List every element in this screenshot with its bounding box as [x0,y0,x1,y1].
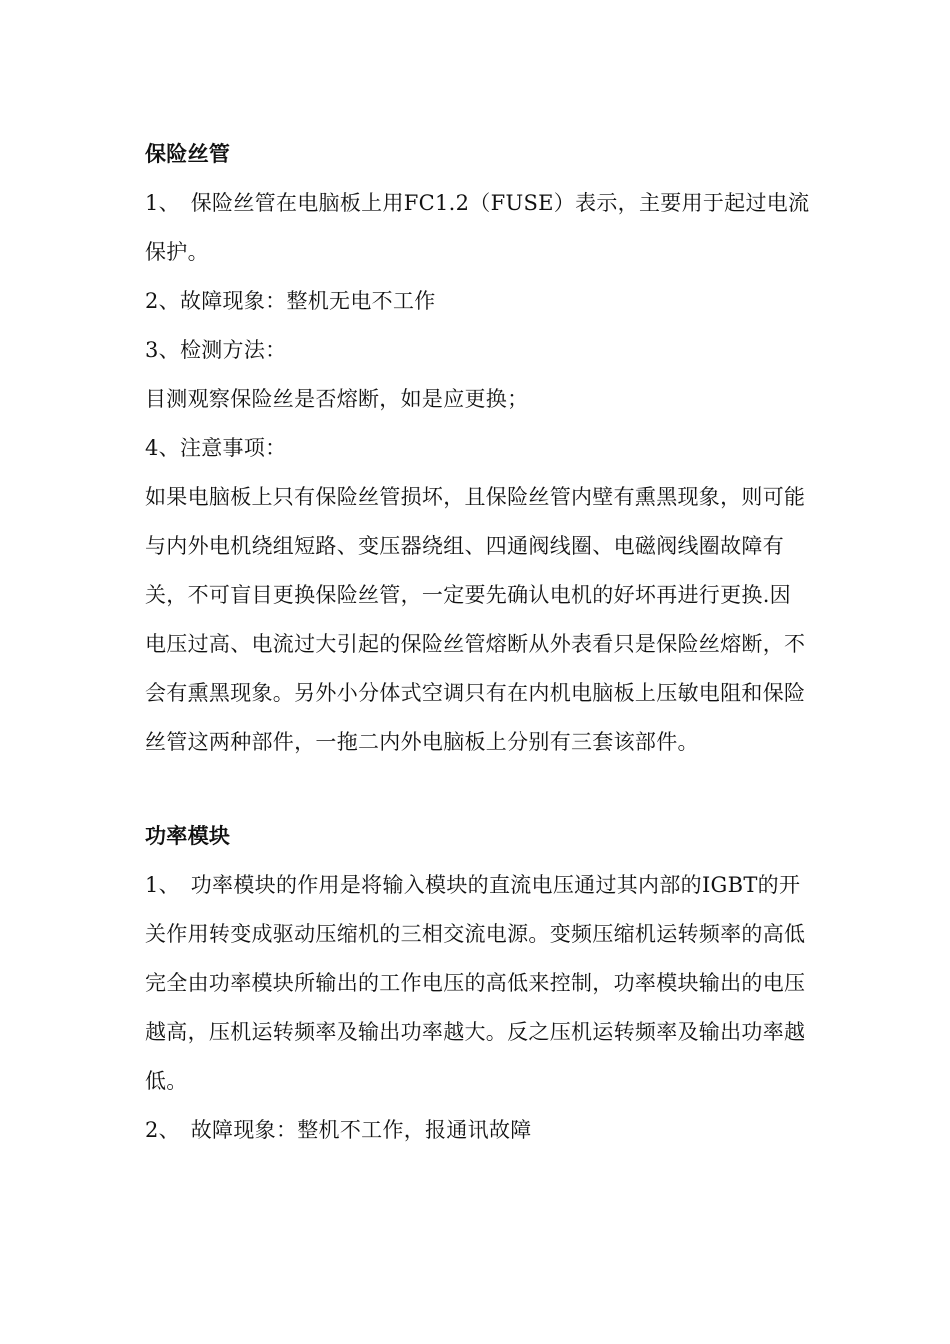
fuse-paragraph-3: 3、检测方法： [145,338,287,362]
section-spacer [145,767,810,812]
fuse-paragraph-4: 目测观察保险丝是否熔断，如是应更换； [145,387,529,411]
document-body [145,130,810,1155]
section-title-fuse: 保险丝管 [145,142,231,166]
power-module-paragraph-1: 1、 功率模块的作用是将输入模块的直流电压通过其内部的IGBT的开关作用转变成驱动压缩机的三相交流电源。变频压缩机运转频率的高低完全由功率模块所输出的工作电压的高低来控制，功率模块输出的电压越高，压机运转频率及输出功率越大。反之压机运转频率及输出功率越低。 [145,873,806,1093]
power-module-paragraph-2: 2、 故障现象：整机不工作，报通讯故障 [145,1118,532,1142]
fuse-paragraph-6: 如果电脑板上只有保险丝管损坏，且保险丝管内壁有熏黑现象，则可能与内外电机绕组短路、变压器绕组、四通阀线圈、电磁阀线圈故障有关，不可盲目更换保险丝管，一定要先确认电机的好坏再进行更换.因电压过高、电流过大引起的保险丝管熔断从外表看只是保险丝熔断，不会有熏黑现象。另外小分体式空调只有在内机电脑板上压敏电阻和保险丝管这两种部件，一拖二内外电脑板上分别有三套该部件。 [145,485,806,754]
section-title-power-module: 功率模块 [145,824,231,848]
fuse-paragraph-1: 1、 保险丝管在电脑板上用FC1.2（FUSE）表示，主要用于起过电流保护。 [145,191,810,264]
fuse-paragraph-5: 4、注意事项： [145,436,287,460]
fuse-paragraph-2: 2、故障现象：整机无电不工作 [145,289,436,313]
